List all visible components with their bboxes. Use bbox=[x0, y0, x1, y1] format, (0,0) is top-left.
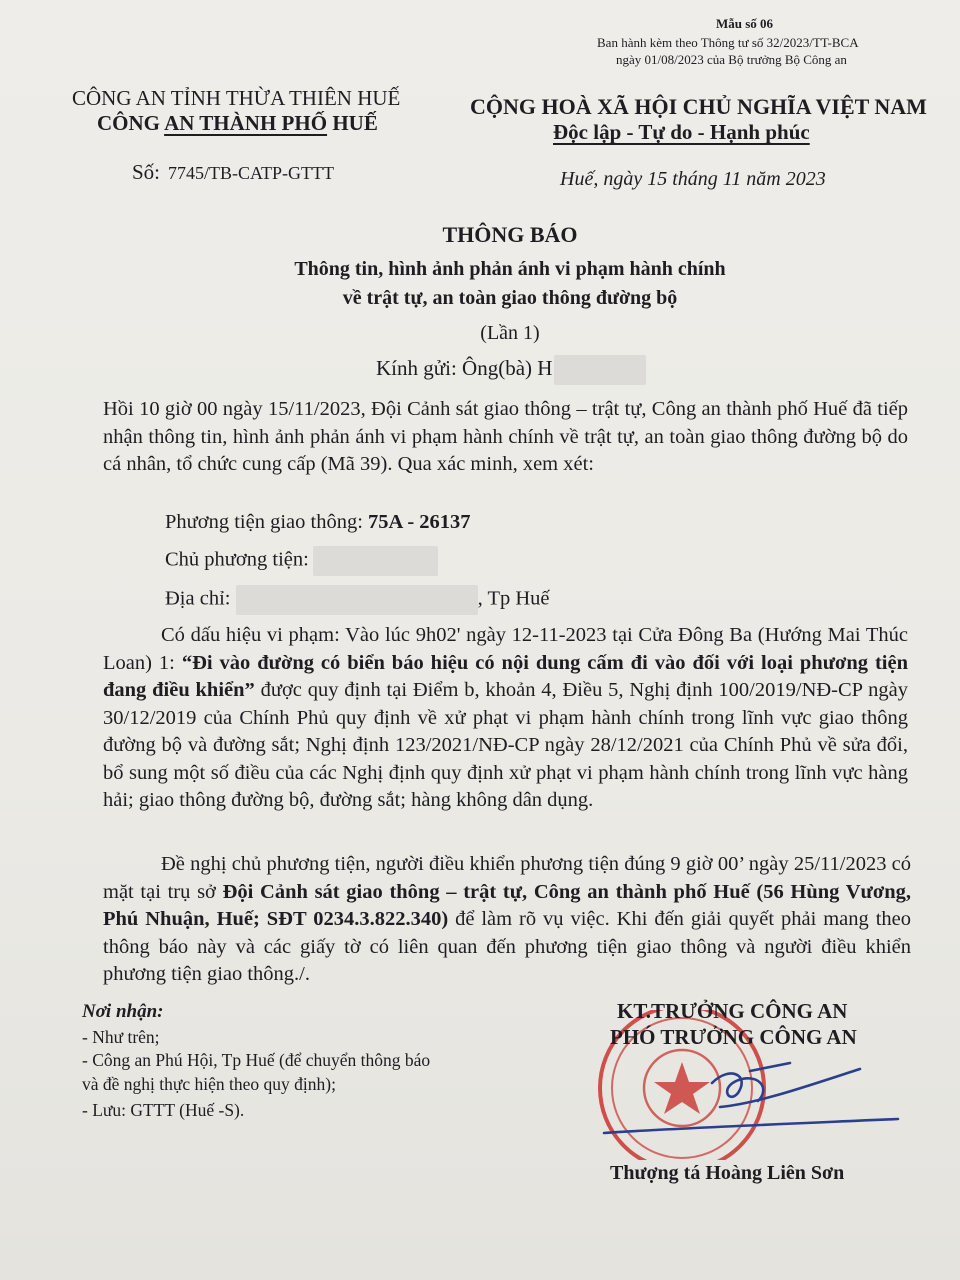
document-title: THÔNG BÁO bbox=[442, 222, 578, 247]
owner-field bbox=[165, 546, 438, 576]
redacted-name bbox=[554, 355, 646, 385]
form-number: Mẫu số 06 bbox=[716, 16, 774, 31]
form-note-line2: ngày 01/08/2023 của Bộ trưởng Bộ Công an bbox=[616, 52, 847, 67]
request-instructions: để làm rõ vụ việc. Khi đến giải quyết phải mang theo thông báo này và các giấy tờ có liên quan đến phương tiện giao thông và người điều khiển phương tiện giao thông./. bbox=[103, 908, 911, 985]
paragraph-request bbox=[103, 851, 911, 989]
violation-legal-basis: được quy định tại Điểm b, khoản 4, Điều 5, Nghị định 100/2019/NĐ-CP ngày 30/12/2019 của Chính Phủ quy định về xử phạt vi phạm hành chính trong lĩnh vực giao thông đường bộ và đường sắt; Nghị định 123/2021/NĐ-CP ngày 28/12/2021 của Chính Phủ về sửa đổi, bổ sung một số điều của các Nghị định quy định xử phạt vi phạm hành chính trong lĩnh vực hàng hải; giao thông đường bộ, đường sắt; hàng không dân dụng. bbox=[103, 679, 908, 811]
vehicle-field bbox=[165, 511, 471, 534]
place-date: Huế, ngày 15 tháng 11 năm 2023 bbox=[560, 168, 826, 190]
recipient-line bbox=[376, 355, 646, 385]
request-location: Đội Cảnh sát giao thông – trật tự, Công an thành phố Huế (56 Hùng Vương, Phú Nhuận, Huế; SĐT 0234.3.822.340) bbox=[103, 880, 911, 930]
document-subtitle-2: về trật tự, an toàn giao thông đường bộ bbox=[342, 287, 678, 309]
agency-name bbox=[97, 111, 378, 136]
agency-name-part1: CÔNG bbox=[97, 111, 165, 135]
paragraph-violation bbox=[103, 622, 908, 815]
violation-description: “Đi vào đường có biển báo hiệu có nội dung cấm đi vào đối với loại phương tiện đang điều khiển” bbox=[103, 651, 908, 701]
owner-label: Chủ phương tiện: bbox=[165, 548, 309, 571]
recipients-line-3: và đề nghị thực hiện theo quy định); bbox=[82, 1074, 336, 1094]
signature-title-1: KT.TRƯỞNG CÔNG AN bbox=[617, 999, 848, 1023]
recipients-line-4: - Lưu: GTTT (Huế -S). bbox=[82, 1100, 245, 1120]
document-number-label: Số: bbox=[132, 160, 161, 184]
document-number-value: 7745/TB-CATP-GTTT bbox=[168, 163, 335, 183]
vehicle-plate: 75A - 26137 bbox=[368, 511, 471, 533]
nation-title: CỘNG HOÀ XÃ HỘI CHỦ NGHĨA VIỆT NAM bbox=[470, 94, 927, 119]
redacted-address bbox=[236, 585, 478, 615]
request-intro: Đề nghị chủ phương tiện, người điều khiển phương tiện đúng 9 giờ 00’ ngày 25/11/2023 có mặt tại trụ sở bbox=[103, 853, 911, 903]
recipients-line-1: - Như trên; bbox=[82, 1027, 160, 1047]
recipients-line-2: - Công an Phú Hội, Tp Huế (để chuyển thông báo bbox=[82, 1050, 431, 1070]
agency-name-part3: HUẾ bbox=[327, 111, 378, 135]
agency-parent: CÔNG AN TỈNH THỪA THIÊN HUẾ bbox=[72, 86, 401, 110]
address-field bbox=[165, 585, 550, 615]
notice-count: (Lần 1) bbox=[480, 322, 540, 344]
vehicle-label: Phương tiện giao thông: bbox=[165, 511, 369, 533]
recipient-label: Kính gửi: Ông(bà) H bbox=[376, 355, 553, 380]
recipients-title: Nơi nhận: bbox=[82, 1001, 164, 1022]
form-note-line1: Ban hành kèm theo Thông tư số 32/2023/TT-BCA bbox=[597, 35, 859, 50]
national-motto: Độc lập - Tự do - Hạnh phúc bbox=[553, 120, 810, 144]
document-number bbox=[132, 160, 334, 185]
handwritten-signature bbox=[600, 1045, 900, 1145]
agency-name-part2: AN THÀNH PHỐ bbox=[164, 111, 328, 135]
redacted-owner bbox=[313, 546, 438, 576]
paragraph-intro: Hồi 10 giờ 00 ngày 15/11/2023, Đội Cảnh sát giao thông – trật tự, Công an thành phố Huế đã tiếp nhận thông tin, hình ảnh phản ánh vi phạm hành chính về trật tự, an toàn giao thông đường bộ do cá nhân, tổ chức cung cấp (Mã 39). Qua xác minh, xem xét: bbox=[103, 398, 908, 475]
document-subtitle-1: Thông tin, hình ảnh phản ánh vi phạm hành chính bbox=[294, 258, 726, 280]
address-suffix: , Tp Huế bbox=[477, 587, 550, 610]
signer-name: Thượng tá Hoàng Liên Sơn bbox=[610, 1162, 845, 1184]
address-label: Địa chỉ: bbox=[165, 587, 236, 610]
violation-intro: Có dấu hiệu vi phạm: Vào lúc 9h02' ngày 12-11-2023 tại Cửa Đông Ba (Hướng Mai Thúc Loan) 1: bbox=[103, 624, 908, 674]
signature-title-2: PHÓ TRƯỞNG CÔNG AN bbox=[610, 1025, 857, 1049]
